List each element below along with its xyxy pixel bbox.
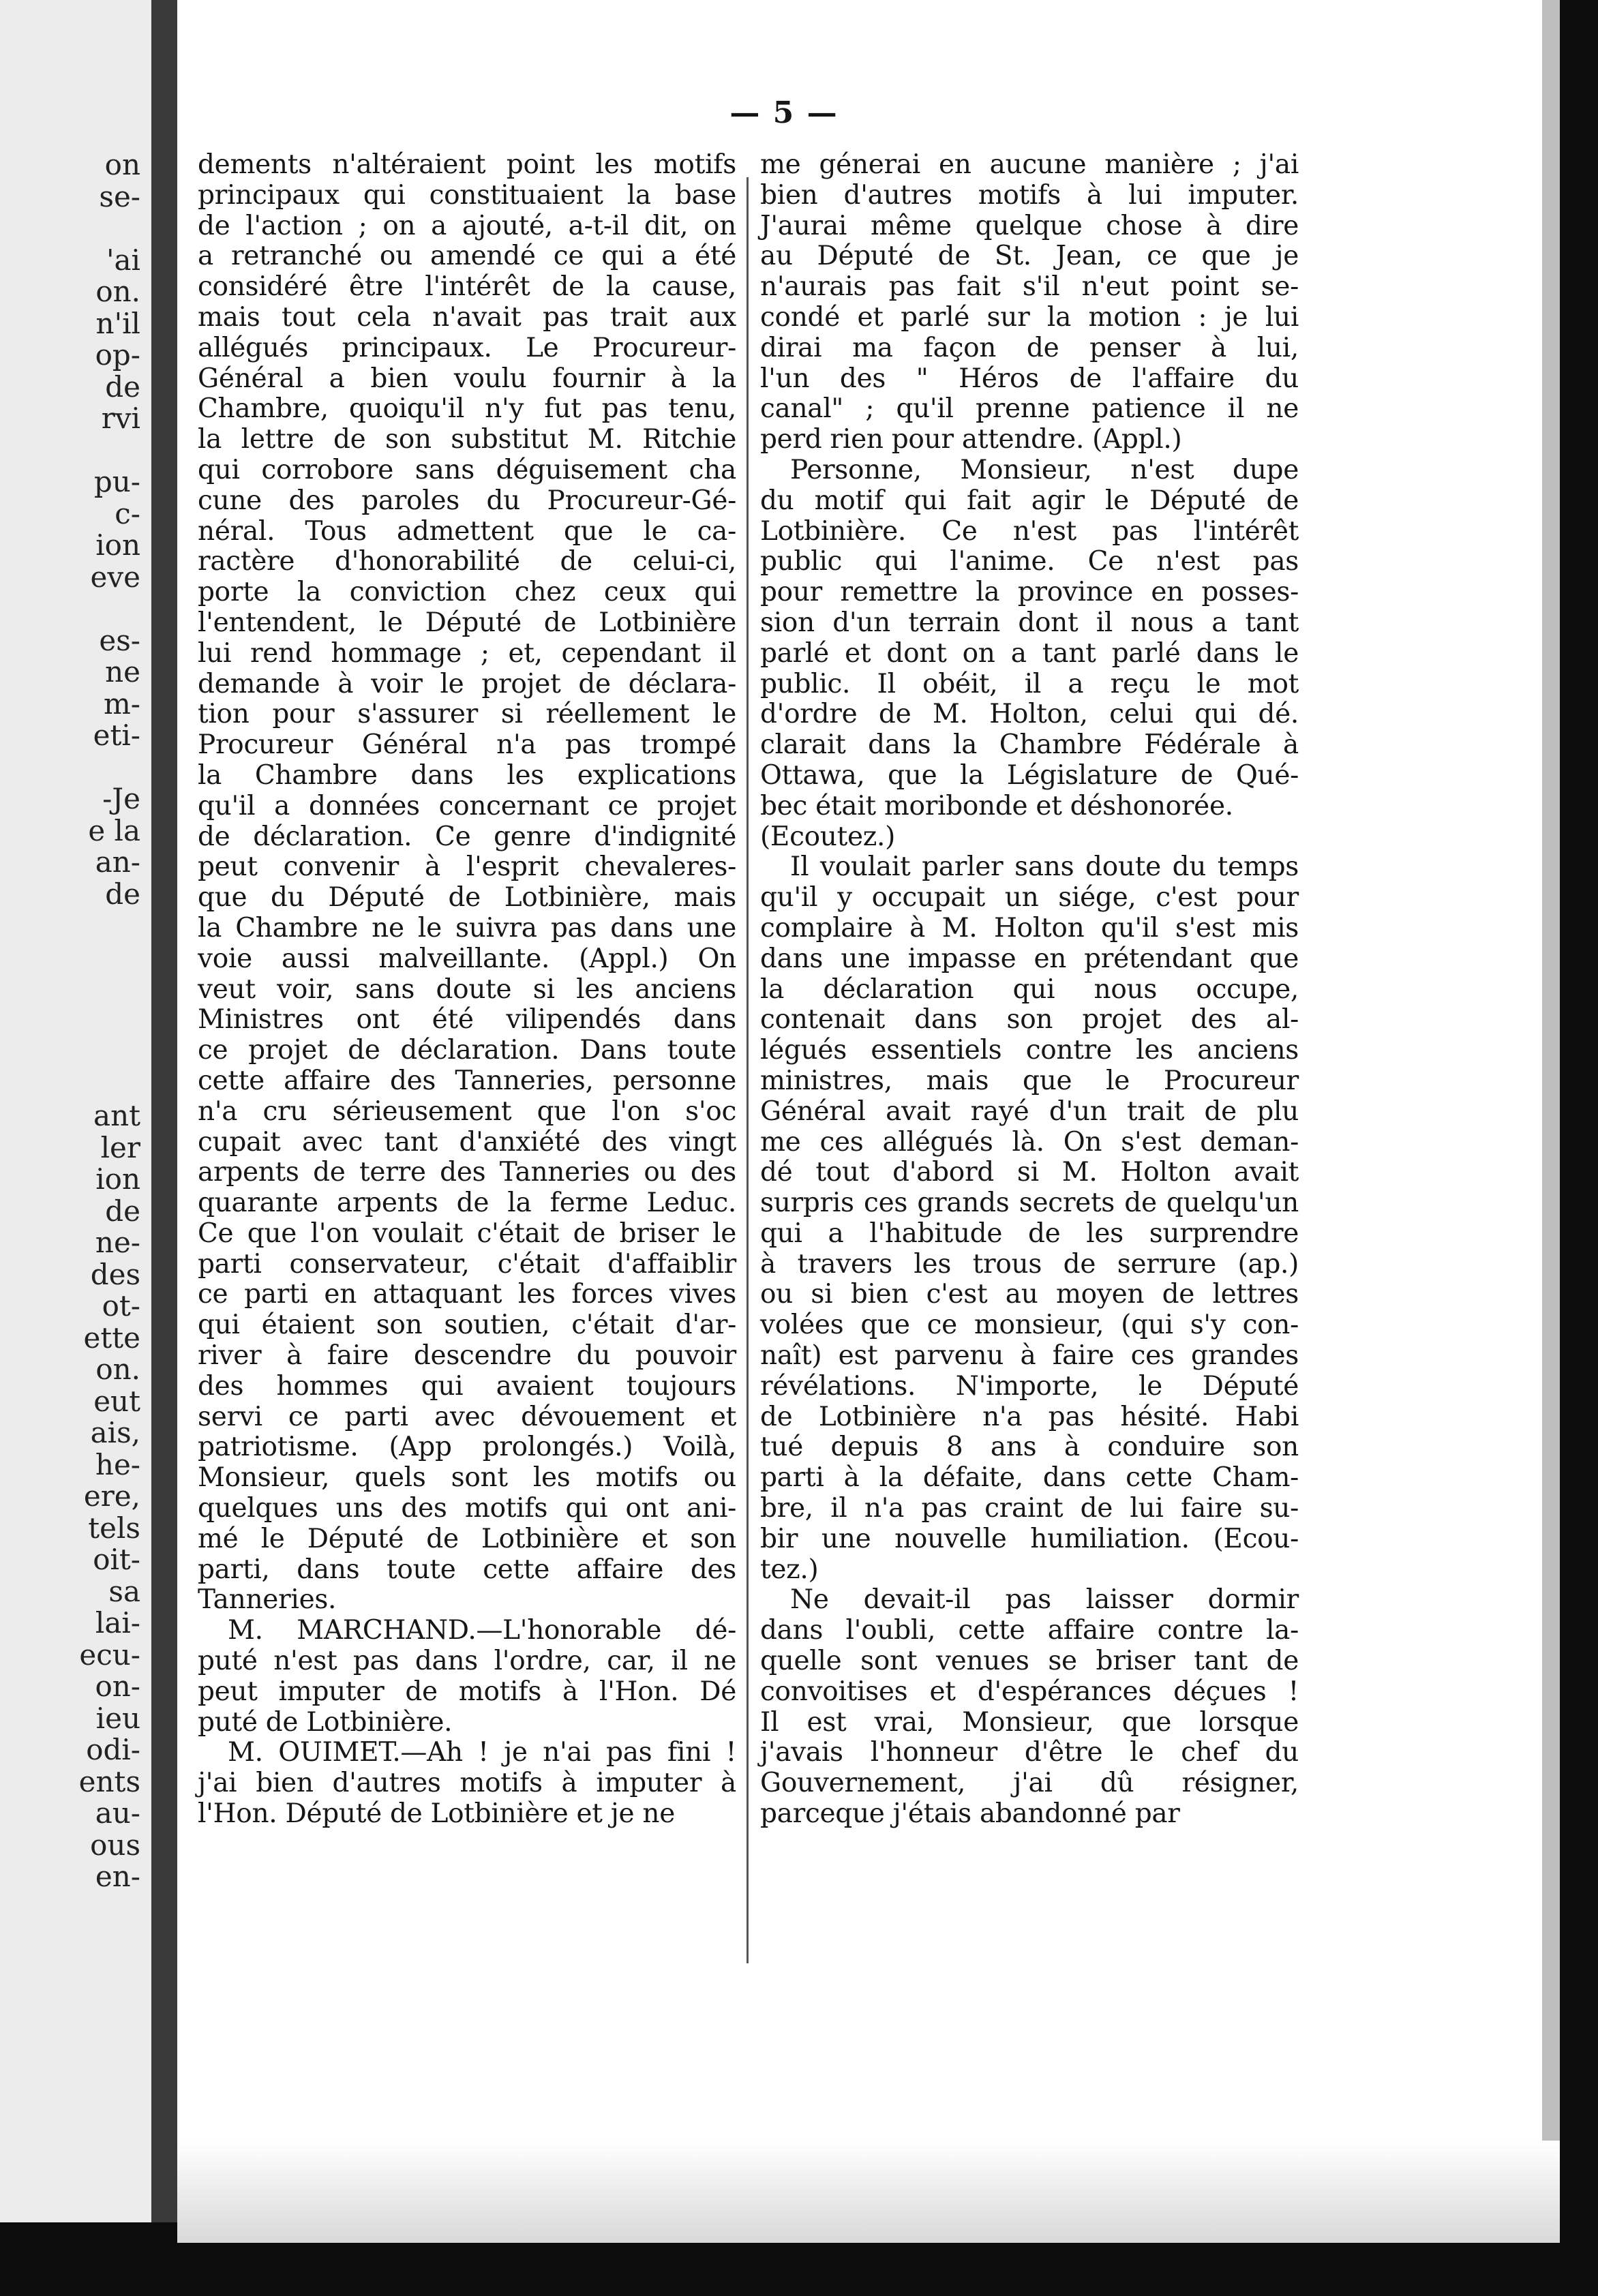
facing-page-fragment: tels (88, 1511, 140, 1545)
text-line: parceque j'étais abandonné par (760, 1798, 1180, 1830)
facing-page-fragment: ler (100, 1130, 140, 1164)
facing-page-fragment: ion (95, 1162, 140, 1196)
text-line: parti conservateur, c'était d'affaiblir (198, 1248, 736, 1280)
text-line: dans une impasse en prétendant que (760, 943, 1299, 974)
text-line: l'un des " Héros de l'affaire du (760, 363, 1299, 394)
text-line: puté de Lotbinière. (198, 1706, 453, 1738)
text-line: qu'il y occupait un siége, c'est pour (760, 882, 1299, 913)
text-line: clarait dans la Chambre Fédérale à (760, 729, 1299, 761)
text-line: légués essentiels contre les anciens (760, 1035, 1299, 1066)
text-line: j'ai bien d'autres motifs à imputer à (198, 1768, 736, 1799)
text-line: river à faire descendre du pouvoir (198, 1340, 736, 1372)
text-line: n'aurais pas fait s'il n'eut point se- (760, 271, 1299, 303)
text-line: convoitises et d'espérances déçues ! (760, 1676, 1299, 1707)
text-line: contenait dans son projet des al- (760, 1004, 1299, 1036)
text-line: volées que ce monsieur, (qui s'y con- (760, 1310, 1299, 1341)
text-line: complaire à M. Holton qu'il s'est mis (760, 912, 1299, 943)
text-line: Procureur Général n'a pas trompé (198, 729, 736, 761)
text-line: M. MARCHAND.—L'honorable dé- (228, 1615, 736, 1646)
text-line: du motif qui fait agir le Député de (760, 485, 1299, 516)
facing-page-fragment: sa (108, 1574, 140, 1608)
facing-page-fragment: pu- (93, 465, 140, 498)
facing-page-fragment: en- (95, 1860, 140, 1893)
text-line: dirai ma façon de penser à lui, (760, 332, 1299, 363)
text-line: n'a cru sérieusement que l'on s'oc (198, 1096, 736, 1127)
text-line: surpris ces grands secrets de quelqu'un (760, 1188, 1299, 1219)
text-line: j'avais l'honneur d'être le chef du (760, 1737, 1299, 1768)
facing-page-fragment: ette (83, 1320, 140, 1355)
text-line: Ne devait-il pas laisser dormir (790, 1584, 1299, 1616)
facing-page-fragment: ant (93, 1099, 140, 1132)
facing-page-fragment: au- (95, 1796, 140, 1830)
text-line: M. OUIMET.—Ah ! je n'ai pas fini ! (228, 1737, 736, 1768)
facing-page-fragment: ecu- (79, 1637, 140, 1672)
text-line: servi ce parti avec dévouement et (198, 1401, 736, 1432)
text-line: Il est vrai, Monsieur, que lorsque (760, 1706, 1299, 1738)
facing-page-fragment: ents (78, 1764, 140, 1798)
text-line: peut imputer de motifs à l'Hon. Dé (198, 1676, 736, 1707)
facing-page-fragment: c- (115, 496, 140, 530)
text-line: peut convenir à l'esprit chevaleres- (198, 851, 736, 883)
text-line: l'entendent, le Député de Lotbinière (198, 607, 736, 638)
text-line: qui a l'habitude de les surprendre (760, 1218, 1299, 1249)
text-line: dans l'oubli, cette affaire contre la- (760, 1615, 1299, 1646)
text-line: de déclaration. Ce genre d'indignité (198, 821, 736, 852)
text-line: dements n'altéraient point les motifs (198, 149, 736, 180)
text-line: Tanneries. (198, 1584, 337, 1616)
text-line: public. Il obéit, il a reçu le mot (760, 668, 1299, 699)
text-line: Général a bien voulu fournir à la (198, 363, 736, 394)
text-line: considéré être l'intérêt de la cause, (198, 271, 736, 303)
text-line: la Chambre dans les explications (198, 759, 736, 791)
facing-page-fragment: an- (95, 845, 140, 879)
facing-page-fragment: ais, (90, 1416, 140, 1449)
text-line: d'ordre de M. Holton, celui qui dé. (760, 699, 1299, 730)
text-line: public qui l'anime. Ce n'est pas (760, 546, 1299, 577)
text-line: que du Député de Lotbinière, mais (198, 882, 736, 913)
text-line: puté n'est pas dans l'ordre, car, il ne (198, 1646, 736, 1677)
text-line: Gouvernement, j'ai dû résigner, (760, 1768, 1299, 1799)
facing-page-fragment: de (105, 877, 140, 911)
text-line: de l'action ; on a ajouté, a-t-il dit, on (198, 210, 736, 241)
text-line: a retranché ou amendé ce qui a été (198, 241, 736, 272)
facing-page-fragment: de (105, 369, 140, 404)
page-edge-shadow (1542, 0, 1560, 2243)
page-number: — 5 — (729, 95, 839, 130)
text-line: qu'il a données concernant ce projet (198, 790, 736, 821)
text-line: tué depuis 8 ans à conduire son (760, 1432, 1299, 1463)
facing-page-fragment: eti- (93, 719, 140, 752)
text-line: dé tout d'abord si M. Holton avait (760, 1157, 1299, 1188)
facing-page-fragment: ne (105, 655, 140, 689)
text-line: la Chambre ne le suivra pas dans une (198, 912, 736, 943)
text-line: la déclaration qui nous occupe, (760, 973, 1299, 1005)
text-line: des hommes qui avaient toujours (198, 1370, 736, 1402)
facing-page-fragment: ieu (95, 1701, 140, 1735)
text-line: tez.) (760, 1554, 819, 1585)
facing-page-fragment: oit- (93, 1543, 140, 1576)
text-line: lui rend hommage ; et, cependant il (198, 637, 736, 669)
facing-page-fragment: odi- (86, 1733, 140, 1766)
text-line: quarante arpents de la ferme Leduc. (198, 1188, 736, 1219)
text-line: parti à la défaite, dans cette Cham- (760, 1462, 1299, 1494)
right-text-column (760, 150, 1299, 1830)
text-line: canal" ; qu'il prenne patience il ne (760, 393, 1299, 425)
text-line: demande à voir le projet de déclara- (198, 668, 736, 699)
text-line: veut voir, sans doute si les anciens (198, 973, 736, 1005)
text-line: pour remettre la province en posses- (760, 577, 1299, 608)
facing-page-fragment: eve (90, 560, 140, 594)
text-line: mé le Député de Lotbinière et son (198, 1523, 736, 1554)
facing-page-fragment: ot- (102, 1289, 140, 1323)
text-line: Général avait rayé d'un trait de plu (760, 1096, 1299, 1127)
facing-page-fragment: eut (93, 1384, 140, 1418)
text-line: me génerai en aucune manière ; j'ai (760, 149, 1299, 180)
facing-page-fragment: on. (95, 275, 140, 308)
text-line: cette affaire des Tanneries, personne (198, 1065, 736, 1096)
facing-page-fragment: rvi (101, 402, 140, 435)
text-line: parti, dans toute cette affaire des (198, 1554, 736, 1585)
facing-page-fragment: op- (95, 338, 140, 372)
facing-page-fragment: se- (99, 179, 140, 213)
text-line: à travers les trous de serrure (ap.) (760, 1248, 1299, 1280)
text-line: néral. Tous admettent que le ca- (198, 515, 736, 547)
facing-page-fragment: 'ai (106, 243, 140, 277)
facing-page-edge (0, 0, 151, 2222)
facing-page-fragment: ne- (95, 1226, 140, 1259)
scan-background-right (1560, 0, 1598, 2296)
text-line: bir une nouvelle humiliation. (Ecou- (760, 1523, 1299, 1554)
facing-page-fragment: n'il (95, 306, 140, 340)
text-line: révélations. N'importe, le Député (760, 1370, 1299, 1402)
text-line: bec était moribonde et déshonorée. (760, 790, 1233, 821)
text-line: qui étaient son soutien, c'était d'ar- (198, 1310, 736, 1341)
facing-page-fragment: on. (95, 1353, 140, 1386)
text-line: naît) est parvenu à faire ces grandes (760, 1340, 1299, 1372)
left-text-column (198, 150, 736, 1830)
text-line: me ces allégués là. On s'est deman- (760, 1126, 1299, 1158)
text-line: J'aurai même quelque chose à dire (760, 210, 1299, 241)
text-line: de Lotbinière n'a pas hésité. Habi (760, 1401, 1299, 1432)
text-line: bien d'autres motifs à lui imputer. (760, 179, 1299, 211)
facing-page-fragment: ion (95, 528, 140, 562)
text-line: principaux qui constituaient la base (198, 179, 736, 211)
text-line: Ce que l'on voulait c'était de briser le (198, 1218, 736, 1249)
text-line: arpents de terre des Tanneries ou des (198, 1157, 736, 1188)
text-line: Personne, Monsieur, n'est dupe (790, 454, 1299, 485)
text-line: Monsieur, quels sont les motifs ou (198, 1462, 736, 1494)
facing-page-fragment: des (90, 1257, 140, 1291)
facing-page-fragment: es- (99, 623, 140, 657)
text-line: allégués principaux. Le Procureur- (198, 332, 736, 363)
facing-page-fragment: he- (95, 1447, 140, 1481)
text-line: ce parti en attaquant les forces vives (198, 1279, 736, 1310)
text-line: l'Hon. Député de Lotbinière et je ne (198, 1798, 676, 1830)
facing-page-fragment: on (104, 148, 140, 181)
page-gutter (151, 0, 177, 2222)
text-line: tion pour s'assurer si réellement le (198, 699, 736, 730)
facing-page-fragment: m- (103, 686, 140, 721)
facing-page-fragment: on- (95, 1670, 140, 1703)
text-line: quelques uns des motifs qui ont ani- (198, 1493, 736, 1524)
text-line: cune des paroles du Procureur-Gé- (198, 485, 736, 516)
text-line: quelle sont venues se briser tant de (760, 1646, 1299, 1677)
page-bottom-shadow (177, 2141, 1560, 2243)
text-line: ou si bien c'est au moyen de lettres (760, 1279, 1299, 1310)
text-line: mais tout cela n'avait pas trait aux (198, 301, 736, 333)
text-line: perd rien pour attendre. (Appl.) (760, 424, 1182, 455)
text-line: cupait avec tant d'anxiété des vingt (198, 1126, 736, 1158)
column-divider (747, 177, 749, 1963)
text-line: au Député de St. Jean, ce que je (760, 241, 1299, 272)
facing-page-fragment: ous (90, 1828, 140, 1862)
text-line: Il voulait parler sans doute du temps (790, 851, 1299, 883)
text-line: ractère d'honorabilité de celui-ci, (198, 546, 736, 577)
scan-background-bottom (0, 2243, 1598, 2296)
text-line: la lettre de son substitut M. Ritchie (198, 424, 736, 455)
text-line: parlé et dont on a tant parlé dans le (760, 637, 1299, 669)
facing-page-fragment: e la (88, 813, 140, 847)
text-line: Ottawa, que la Législature de Qué- (760, 759, 1299, 791)
text-line: voie aussi malveillante. (Appl.) On (198, 943, 736, 974)
text-line: patriotisme. (App prolongés.) Voilà, (198, 1432, 736, 1463)
text-line: Lotbinière. Ce n'est pas l'intérêt (760, 515, 1299, 547)
text-line: Ministres ont été vilipendés dans (198, 1004, 736, 1036)
text-line: condé et parlé sur la motion : je lui (760, 301, 1299, 333)
facing-page-fragment: de (105, 1194, 140, 1228)
text-line: Chambre, quoiqu'il n'y fut pas tenu, (198, 393, 736, 425)
facing-page-fragment: -Je (102, 782, 140, 815)
text-line: (Ecoutez.) (760, 821, 896, 852)
text-line: qui corrobore sans déguisement cha (198, 454, 736, 485)
text-line: ce projet de déclaration. Dans toute (198, 1035, 736, 1066)
text-line: ministres, mais que le Procureur (760, 1065, 1299, 1096)
facing-page-fragment: lai- (95, 1606, 140, 1640)
text-line: porte la conviction chez ceux qui (198, 577, 736, 608)
facing-page-fragment: ere, (83, 1479, 140, 1513)
text-line: sion d'un terrain dont il nous a tant (760, 607, 1299, 638)
text-line: bre, il n'a pas craint de lui faire su- (760, 1493, 1299, 1524)
